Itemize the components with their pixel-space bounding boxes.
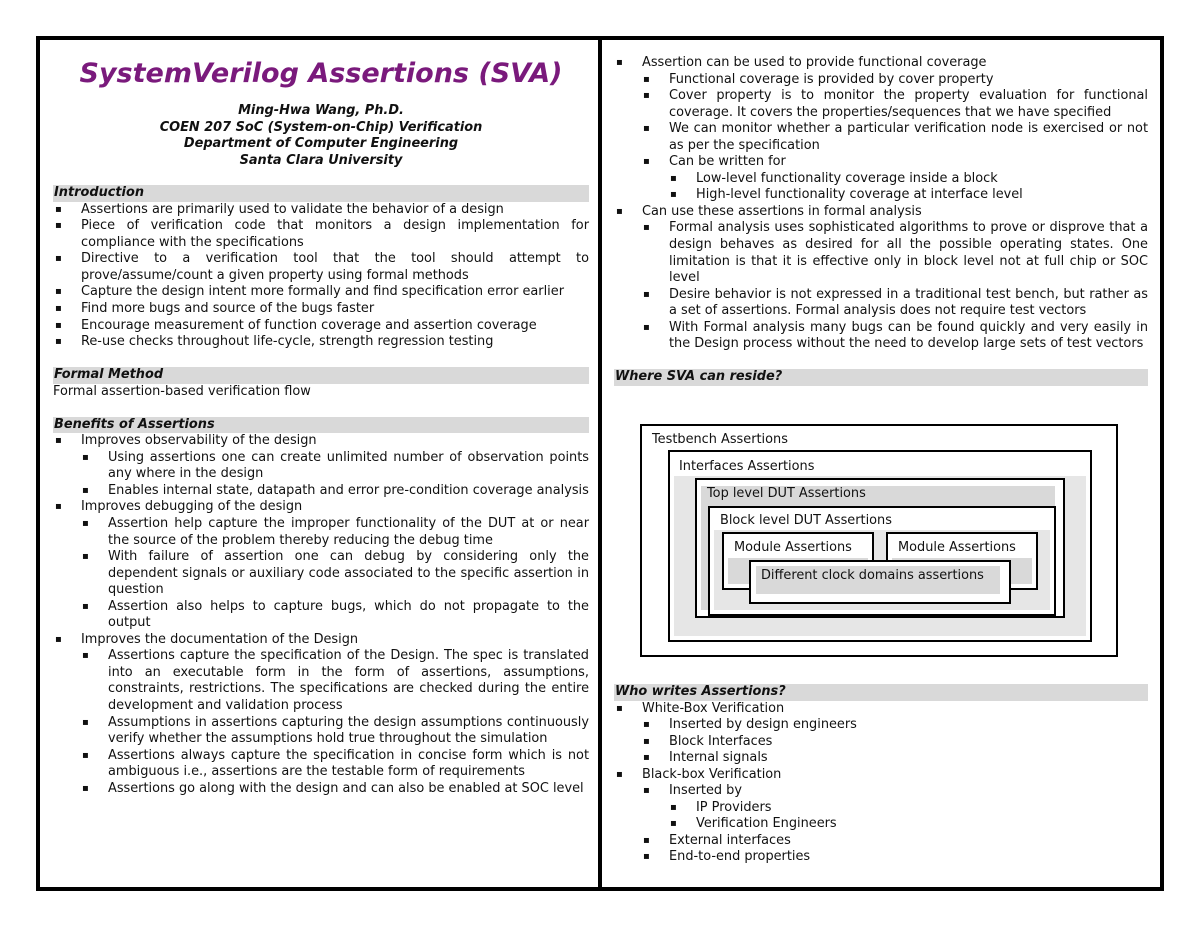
list-item: ▪ Assertion also helps to capture bugs, which do not propagate to the output bbox=[53, 599, 589, 632]
list-item: ▪ Re-use checks throughout life-cycle, strength regression testing bbox=[53, 334, 589, 351]
list-item: ▪ Cover property is to monitor the property evaluation for functional coverage. It covers the properties/sequences that we have specified bbox=[614, 88, 1148, 121]
list-item: ▪ Inserted by design engineers bbox=[614, 717, 1148, 734]
introduction-list bbox=[53, 202, 589, 351]
list-item: ▪ Can use these assertions in formal analysis bbox=[614, 204, 1148, 221]
list-item: ▪ With failure of assertion one can debug by considering only the dependent signals or auxiliary code associated to the specific assertion in question bbox=[53, 549, 589, 599]
column-divider bbox=[598, 36, 602, 891]
benefits-list bbox=[53, 433, 589, 797]
list-item: ▪ End-to-end properties bbox=[614, 849, 1148, 866]
list-item: ▪ Inserted by bbox=[614, 783, 1148, 800]
introduction-heading: Introduction bbox=[53, 185, 589, 202]
list-item: ▪ Low-level functionality coverage inside a block bbox=[614, 171, 1148, 188]
department-name: Department of Computer Engineering bbox=[183, 136, 459, 152]
list-item: ▪ Directive to a verification tool that the tool should attempt to prove/assume/count a given property using formal methods bbox=[53, 251, 589, 284]
coverage-list bbox=[614, 55, 1148, 353]
interfaces-label: Interfaces Assertions bbox=[679, 459, 815, 474]
author-block bbox=[53, 103, 589, 169]
list-item: ▪ Assertion can be used to provide functional coverage bbox=[614, 55, 1148, 72]
list-item: ▪ High-level functionality coverage at interface level bbox=[614, 187, 1148, 204]
module-label-2: Module Assertions bbox=[898, 540, 1016, 555]
list-item: ▪ Assumptions in assertions capturing the design assumptions continuously verify whether the assumptions hold true throughout the simulation bbox=[53, 715, 589, 748]
list-item: ▪ Assertion help capture the improper functionality of the DUT at or near the source of the problem thereby reducing the debug time bbox=[53, 516, 589, 549]
right-column bbox=[614, 55, 1148, 386]
list-item: ▪ Internal signals bbox=[614, 750, 1148, 767]
list-item: ▪ Capture the design intent more formally and find specification error earlier bbox=[53, 284, 589, 301]
list-item: ▪ Assertions capture the specification of the Design. The spec is translated into an executable form in the form of assertions, assumptions, constraints, restrictions. The specifications are checked during the entire development and validation process bbox=[53, 648, 589, 714]
formal-method-heading: Formal Method bbox=[53, 367, 589, 384]
list-item: ▪ Black-box Verification bbox=[614, 767, 1148, 784]
clock-domain-label: Different clock domains assertions bbox=[761, 568, 984, 583]
list-item: ▪ Desire behavior is not expressed in a traditional test bench, but rather as a set of assertions. Formal analysis does not require test vectors bbox=[614, 287, 1148, 320]
list-item: ▪ Assertions go along with the design and can also be enabled at SOC level bbox=[53, 781, 589, 798]
list-item: ▪ Encourage measurement of function coverage and assertion coverage bbox=[53, 318, 589, 335]
list-item: ▪ Assertions are primarily used to validate the behavior of a design bbox=[53, 202, 589, 219]
testbench-label: Testbench Assertions bbox=[652, 432, 788, 447]
document-title: SystemVerilog Assertions (SVA) bbox=[79, 58, 563, 89]
list-item: ▪ Assertions always capture the specification in concise form which is not ambiguous i.e., assertions are the testable form of requirements bbox=[53, 748, 589, 781]
list-item: ▪ Block Interfaces bbox=[614, 734, 1148, 751]
list-item: ▪ Verification Engineers bbox=[614, 816, 1148, 833]
list-item: ▪ Enables internal state, datapath and error pre-condition coverage analysis bbox=[53, 483, 589, 500]
top-level-label: Top level DUT Assertions bbox=[707, 486, 866, 501]
formal-method-text: Formal assertion-based verification flow bbox=[53, 383, 311, 399]
list-item: ▪ Find more bugs and source of the bugs faster bbox=[53, 301, 589, 318]
list-item: ▪ Improves observability of the design bbox=[53, 433, 589, 450]
list-item: ▪ External interfaces bbox=[614, 833, 1148, 850]
who-section bbox=[614, 684, 1148, 866]
who-heading: Who writes Assertions? bbox=[614, 684, 1148, 701]
course-name: COEN 207 SoC (System-on-Chip) Verification bbox=[159, 119, 483, 135]
author-name: Ming-Hwa Wang, Ph.D. bbox=[238, 103, 404, 118]
where-heading: Where SVA can reside? bbox=[614, 369, 1148, 386]
list-item: ▪ Can be written for bbox=[614, 154, 1148, 171]
benefits-heading: Benefits of Assertions bbox=[53, 417, 589, 434]
module-label-1: Module Assertions bbox=[734, 540, 852, 555]
list-item: ▪ We can monitor whether a particular verification node is exercised or not as per the specification bbox=[614, 121, 1148, 154]
list-item: ▪ Formal analysis uses sophisticated algorithms to prove or disprove that a design behaves as desired for all the possible operating states. One limitation is that it is effective only in block level not at full chip or SOC level bbox=[614, 220, 1148, 286]
sva-location-diagram bbox=[640, 424, 1118, 657]
list-item: ▪ Piece of verification code that monitors a design implementation for compliance with the specifications bbox=[53, 218, 589, 251]
university-name: Santa Clara University bbox=[239, 152, 403, 168]
block-level-label: Block level DUT Assertions bbox=[720, 513, 892, 528]
list-item: ▪ With Formal analysis many bugs can be found quickly and very easily in the Design process without the need to develop large sets of test vectors bbox=[614, 320, 1148, 353]
left-column bbox=[53, 0, 589, 797]
list-item: ▪ White-Box Verification bbox=[614, 701, 1148, 718]
list-item: ▪ Improves the documentation of the Design bbox=[53, 632, 589, 649]
list-item: ▪ Functional coverage is provided by cover property bbox=[614, 72, 1148, 89]
who-list bbox=[614, 701, 1148, 866]
list-item: ▪ IP Providers bbox=[614, 800, 1148, 817]
list-item: ▪ Improves debugging of the design bbox=[53, 499, 589, 516]
list-item: ▪ Using assertions one can create unlimited number of observation points any where in the design bbox=[53, 450, 589, 483]
